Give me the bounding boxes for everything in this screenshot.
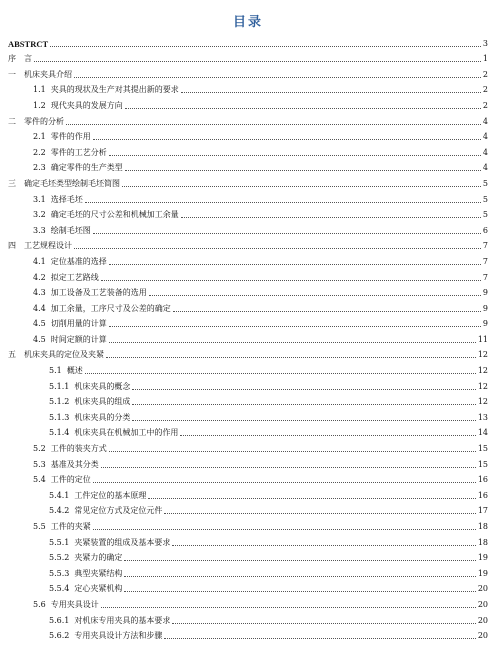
toc-entry[interactable] — [8, 594, 488, 610]
toc-entry-number: 5.5.2 — [49, 553, 70, 563]
dot-leader — [164, 512, 475, 514]
toc-entry-text: 切削用量的计算 — [50, 319, 107, 329]
toc-entry[interactable] — [8, 173, 488, 189]
dot-leader — [124, 590, 475, 592]
toc-entry-text: 确定毛坯类型绘制毛坯简图 — [24, 178, 120, 188]
toc-entry-text: 零件的作用 — [50, 132, 91, 142]
toc-entry-text: 机床夹具的概念 — [74, 381, 131, 391]
dot-leader — [132, 419, 475, 421]
toc-entry-label — [49, 538, 170, 548]
toc-entry[interactable] — [8, 532, 488, 548]
dot-leader — [125, 169, 481, 171]
toc-entry-number: 4.4 — [33, 303, 46, 313]
toc-entry[interactable] — [8, 501, 488, 517]
toc-entry-page: 4 — [482, 147, 488, 157]
toc-entry[interactable] — [8, 283, 488, 299]
toc-entry-number: 4.1 — [33, 256, 46, 266]
toc-entry-text: 典型夹紧结构 — [74, 568, 123, 578]
toc-entry-page: 9 — [482, 288, 488, 298]
toc-entry[interactable] — [8, 251, 488, 267]
toc-entry-number: 3.3 — [33, 225, 46, 235]
toc-entry-text: 绘制毛坯图 — [50, 225, 91, 235]
toc-entry[interactable] — [8, 376, 488, 392]
toc-entry-number: 5.5.3 — [49, 568, 70, 578]
toc-entry-text: 工艺规程设计 — [24, 241, 72, 251]
toc-entry-number: 1.2 — [33, 100, 46, 110]
toc-entry-label — [8, 54, 32, 64]
toc-entry[interactable] — [8, 329, 488, 345]
toc-entry-number: 4.2 — [33, 272, 46, 282]
toc-entry-number: 5.4.1 — [49, 490, 70, 500]
toc-entry-number: 5.5.4 — [49, 584, 70, 594]
toc-entry[interactable] — [8, 267, 488, 283]
toc-entry[interactable] — [8, 626, 488, 642]
toc-entry-number: 4.5 — [33, 319, 46, 329]
toc-entry-page: 9 — [482, 319, 488, 329]
toc-entry-page: 12 — [477, 350, 488, 360]
toc-entry-label — [33, 257, 107, 267]
toc-entry-page: 18 — [477, 537, 488, 547]
dot-leader — [101, 466, 476, 468]
toc-entry-label — [49, 631, 162, 641]
toc-entry-page: 4 — [482, 116, 488, 126]
toc-entry-page: 20 — [477, 615, 488, 625]
toc-entry-page: 5 — [482, 194, 488, 204]
toc-entry-label — [33, 288, 147, 298]
toc-entry[interactable] — [8, 423, 488, 439]
toc-entry-number: 4.5 — [33, 334, 46, 344]
toc-entry-page: 6 — [482, 225, 488, 235]
toc-entry-number: 5.4 — [33, 475, 46, 485]
toc-entry-number: 3.2 — [33, 210, 46, 220]
toc-entry-label — [33, 148, 107, 158]
dot-leader — [93, 232, 481, 234]
toc-entry[interactable] — [8, 64, 488, 80]
toc-entry-number: 3.1 — [33, 194, 46, 204]
dot-leader — [172, 622, 475, 624]
toc-entry-number: 5.5 — [33, 522, 46, 531]
toc-entry-label — [33, 460, 99, 470]
toc-entry-label — [49, 428, 178, 438]
toc-entry[interactable] — [8, 610, 488, 626]
dot-leader — [132, 403, 475, 405]
toc-entry-label — [33, 335, 107, 345]
toc-entry-page: 2 — [482, 69, 488, 79]
dot-leader — [124, 559, 475, 561]
toc-entry-text: 工件的夹紧 — [50, 522, 91, 531]
toc-entry-page: 7 — [482, 272, 488, 282]
toc-entry-label — [49, 584, 122, 594]
dot-leader — [181, 91, 481, 93]
dot-leader — [85, 372, 476, 374]
toc-entry-text: 机床夹具的分类 — [74, 412, 131, 422]
toc-entry-page: 5 — [482, 210, 488, 220]
toc-entry-number: 5.6 — [33, 599, 46, 609]
toc-entry-page: 20 — [477, 599, 488, 609]
toc-entry-page: 18 — [477, 522, 488, 531]
toc-entry-text: 定位基准的选择 — [50, 256, 107, 266]
toc-entry[interactable] — [8, 236, 488, 252]
dot-leader — [172, 544, 475, 546]
toc-entry-number: 一 — [8, 69, 16, 79]
toc-entry-text: 加工余量，工序尺寸及公差的确定 — [50, 303, 171, 313]
toc-entry-text: 确定零件的生产类型 — [50, 163, 123, 173]
toc-entry-text: 选择毛坯 — [50, 194, 83, 204]
toc-entry-text: 机床夹具的定位及夹紧 — [24, 350, 104, 360]
toc-entry[interactable] — [8, 470, 488, 486]
toc-entry[interactable] — [8, 95, 488, 111]
toc-entry-number: 5.6.1 — [49, 615, 70, 625]
toc-entry-page: 16 — [477, 475, 488, 485]
dot-leader — [50, 45, 481, 47]
toc-entry-text: 序 言 — [8, 54, 32, 64]
toc-entry-text: 专用夹具设计方法和步骤 — [74, 631, 163, 641]
toc-entry-number: 5.1.2 — [49, 397, 70, 407]
toc-entry-page: 7 — [482, 256, 488, 266]
toc-entry-page: 9 — [482, 303, 488, 313]
toc-entry[interactable] — [8, 127, 488, 143]
toc-entry-number: 5.2 — [33, 444, 46, 454]
dot-leader — [93, 481, 476, 483]
toc-entry-page: 5 — [482, 178, 488, 188]
toc-entry-page: 12 — [477, 397, 488, 407]
toc-entry-text: 确定毛坯的尺寸公差和机械加工余量 — [50, 210, 179, 220]
toc-entry[interactable] — [8, 516, 488, 532]
toc-entry-label — [33, 132, 91, 142]
dot-leader — [148, 497, 475, 499]
toc-entry-text: 工件定位的基本原理 — [74, 490, 147, 500]
toc-entry-label — [8, 179, 120, 189]
dot-leader — [74, 76, 481, 78]
dot-leader — [101, 606, 476, 608]
toc-entry-number: 5.1 — [49, 366, 62, 376]
toc-entry-label — [49, 397, 130, 407]
toc-entry[interactable] — [8, 392, 488, 408]
toc-entry-text: 专用夹具设计 — [50, 599, 99, 609]
toc-entry-text: 零件的分析 — [24, 116, 64, 126]
dot-leader — [173, 310, 481, 312]
toc-entry-number: 二 — [8, 116, 16, 126]
toc-entry-label — [33, 273, 99, 283]
toc-entry-number: 2.3 — [33, 163, 46, 173]
toc-entry-text: 加工设备及工艺装备的选用 — [50, 288, 147, 298]
toc-entry-text: 时间定额的计算 — [50, 334, 107, 344]
dot-leader — [106, 356, 476, 358]
dot-leader — [125, 107, 481, 109]
toc-entry[interactable] — [8, 345, 488, 361]
toc-entry-label — [8, 39, 48, 49]
toc-entry[interactable] — [8, 111, 488, 127]
dot-leader — [85, 201, 481, 203]
toc-entry-page: 17 — [477, 506, 488, 516]
dot-leader — [124, 575, 475, 577]
toc-entry-number: 5.4.2 — [49, 506, 70, 516]
toc-entry-text: 定心夹紧机构 — [74, 584, 123, 594]
toc-entry-number: 5.1.3 — [49, 412, 70, 422]
toc-entry-label — [8, 70, 72, 80]
toc-entry-page: 2 — [482, 100, 488, 110]
toc-entry-label — [33, 85, 179, 95]
toc-entry-label — [33, 163, 123, 173]
toc-entry-text: 夹具的现状及生产对其提出新的要求 — [50, 85, 179, 95]
dot-leader — [109, 325, 481, 327]
toc-entry-page: 20 — [477, 631, 488, 641]
toc-entry-page: 16 — [477, 490, 488, 500]
dot-leader — [164, 637, 475, 639]
toc-entry-text: 零件的工艺分析 — [50, 147, 107, 157]
toc-entry-number: 1.1 — [33, 85, 46, 95]
toc-entry-page: 7 — [482, 241, 488, 251]
page-title: 目录 — [232, 15, 263, 30]
toc-entry-label — [33, 475, 91, 485]
toc-entry-label — [49, 616, 170, 626]
toc-entry-page: 4 — [482, 132, 488, 142]
toc-entry-page: 14 — [477, 428, 488, 438]
toc-entry-label — [33, 101, 123, 111]
toc-list — [8, 33, 488, 641]
dot-leader — [93, 528, 476, 530]
dot-leader — [149, 294, 481, 296]
toc-entry[interactable] — [8, 454, 488, 470]
dot-leader — [122, 185, 481, 187]
toc-entry[interactable] — [8, 548, 488, 564]
toc-entry[interactable] — [8, 142, 488, 158]
toc-entry-label — [49, 506, 162, 516]
toc-entry-number: 2.2 — [33, 147, 46, 157]
toc-entry-text: 机床夹具在机械加工中的作用 — [74, 428, 179, 438]
toc-entry-page: 3 — [482, 38, 488, 48]
toc-entry-text: 夹紧力的确定 — [74, 553, 123, 563]
dot-leader — [109, 263, 481, 265]
toc-entry-page: 20 — [477, 584, 488, 594]
toc-entry[interactable] — [8, 205, 488, 221]
toc-entry-number: 5.1.4 — [49, 428, 70, 438]
toc-entry-number: 五 — [8, 350, 16, 360]
toc-entry-number: 三 — [8, 178, 16, 188]
dot-leader — [132, 388, 475, 390]
toc-entry-label — [33, 522, 91, 532]
toc-entry-number: 5.6.2 — [49, 631, 70, 641]
toc-entry-label — [49, 553, 122, 563]
toc-entry-text: 机床夹具介绍 — [24, 69, 72, 79]
toc-entry-label — [49, 382, 130, 392]
toc-entry-label — [33, 444, 107, 454]
toc-entry-number: 5.5.1 — [49, 537, 70, 547]
toc-entry-label — [33, 304, 171, 314]
toc-entry-text: 对机床专用夹具的基本要求 — [74, 615, 171, 625]
dot-leader — [109, 341, 476, 343]
toc-entry[interactable] — [8, 579, 488, 595]
toc-entry-label — [33, 319, 107, 329]
dot-leader — [101, 279, 481, 281]
toc-entry-label — [33, 600, 99, 610]
toc-entry-label — [33, 226, 91, 236]
toc-entry[interactable] — [8, 298, 488, 314]
toc-entry[interactable] — [8, 360, 488, 376]
toc-entry[interactable] — [8, 438, 488, 454]
toc-entry-label — [8, 241, 72, 251]
toc-entry-page: 4 — [482, 163, 488, 173]
dot-leader — [180, 434, 475, 436]
toc-entry-text: 夹紧装置的组成及基本要求 — [74, 537, 171, 547]
toc-entry-text: 工件的定位 — [50, 475, 91, 485]
toc-entry-text: 常见定位方式及定位元件 — [74, 506, 163, 516]
toc-entry-label — [49, 366, 83, 376]
dot-leader — [74, 247, 481, 249]
toc-entry-number: 四 — [8, 241, 16, 251]
toc-entry-page: 15 — [477, 444, 488, 454]
toc-entry[interactable] — [8, 220, 488, 236]
toc-entry[interactable] — [8, 485, 488, 501]
toc-entry-page: 2 — [482, 85, 488, 95]
toc-entry-page: 1 — [482, 54, 488, 64]
toc-entry-label — [49, 413, 130, 423]
dot-leader — [34, 60, 481, 62]
toc-entry-page: 12 — [477, 381, 488, 391]
toc-entry-text: 基准及其分类 — [50, 459, 99, 469]
toc-entry-label — [8, 117, 64, 127]
toc-entry-number: 5.3 — [33, 459, 46, 469]
toc-entry-label — [49, 491, 146, 501]
toc-entry-label — [33, 210, 179, 220]
toc-entry-text: 拟定工艺路线 — [50, 272, 99, 282]
toc-entry-page: 11 — [477, 334, 488, 344]
toc-entry-text: 概述 — [66, 366, 83, 376]
toc-entry-number: 4.3 — [33, 288, 46, 298]
toc-entry-text: 现代夹具的发展方向 — [50, 100, 123, 110]
toc-entry-number: 2.1 — [33, 132, 46, 142]
toc-entry-text: 工件的装夹方式 — [50, 444, 107, 454]
toc-entry[interactable] — [8, 407, 488, 423]
toc-entry-page: 15 — [477, 459, 488, 469]
toc-entry-label — [49, 569, 122, 579]
toc-entry-number: 5.1.1 — [49, 381, 70, 391]
toc-entry-text: ABSTRCT — [8, 38, 49, 49]
toc-entry-page: 19 — [477, 553, 488, 563]
dot-leader — [109, 450, 476, 452]
toc-entry[interactable] — [8, 563, 488, 579]
toc-entry-text: 机床夹具的组成 — [74, 397, 131, 407]
dot-leader — [66, 123, 481, 125]
toc-entry[interactable] — [8, 314, 488, 330]
toc-entry[interactable] — [8, 80, 488, 96]
toc-entry-label — [33, 195, 83, 205]
dot-leader — [109, 154, 481, 156]
toc-entry-page: 12 — [477, 366, 488, 376]
toc-entry-page: 19 — [477, 568, 488, 578]
toc-entry-label — [8, 350, 104, 360]
dot-leader — [93, 138, 481, 140]
toc-entry-page: 13 — [477, 412, 488, 422]
toc-entry[interactable] — [8, 158, 488, 174]
dot-leader — [181, 216, 481, 218]
toc-entry[interactable] — [8, 189, 488, 205]
toc-entry[interactable] — [8, 33, 488, 49]
toc-entry[interactable] — [8, 49, 488, 65]
